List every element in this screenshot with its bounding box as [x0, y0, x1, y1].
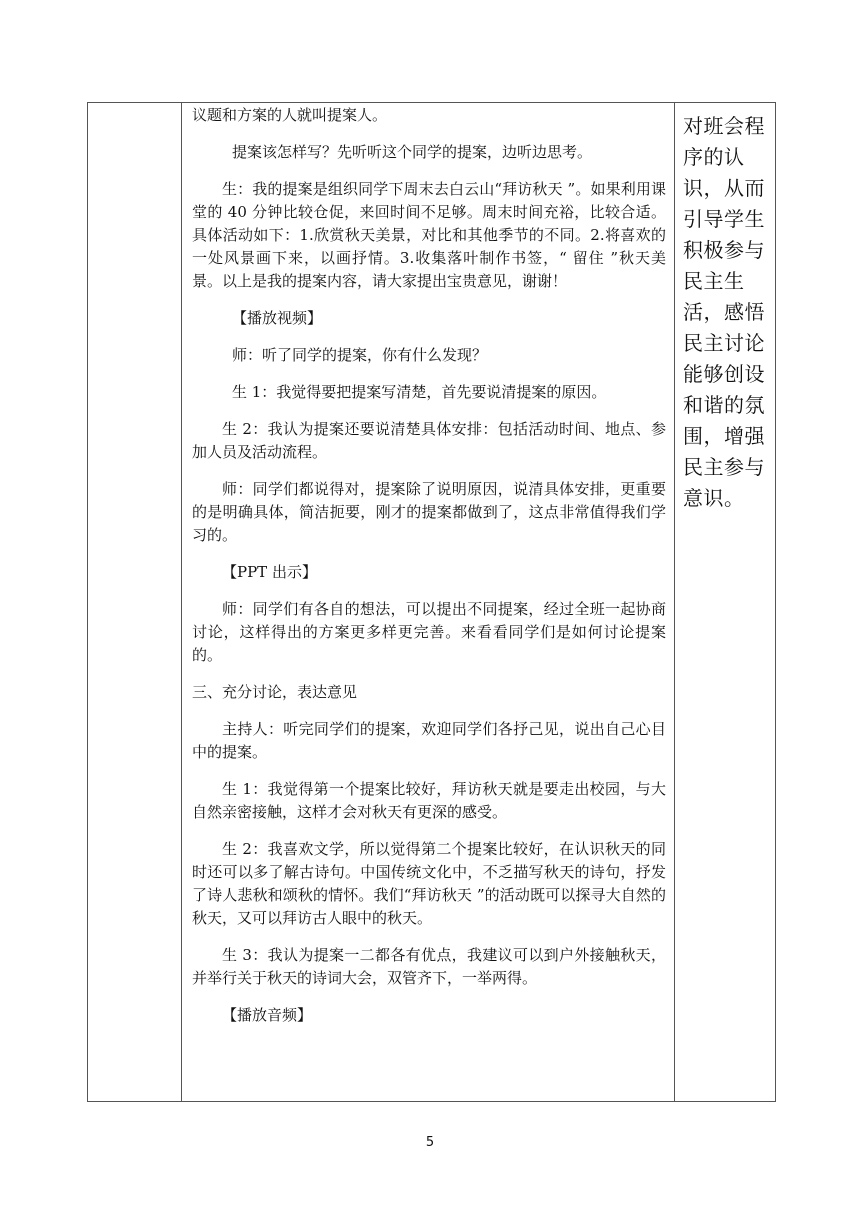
student-line: 生 2：我认为提案还要说清楚具体安排：包括活动时间、地点、参加人员及活动流程。	[192, 420, 666, 461]
stage-direction: 【播放视频】	[232, 309, 323, 327]
design-intent-text: 对班会程序的认识，从而引导学生积极参与民主生活，感悟民主讨论能够创设和谐的氛围，增强民主参与意识。	[683, 114, 765, 510]
teacher-line: 师：同学们都说得对，提案除了说明原因，说清具体安排，更重要的是明确具体，简洁扼要，刚才的提案都做到了，这点非常值得我们学习的。	[192, 480, 666, 544]
paragraph: 议题和方案的人就叫提案人。	[192, 106, 388, 124]
host-line: 主持人：听完同学们的提案，欢迎同学们各抒己见，说出自己心目中的提案。	[192, 720, 666, 761]
paragraph: 提案该怎样写？先听听这个同学的提案，边听边思考。	[232, 143, 593, 161]
design-intent-cell	[675, 103, 776, 1102]
activity-content-cell	[182, 103, 675, 1102]
student-proposal: 生：我的提案是组织同学下周末去白云山“拜访秋天 ”。如果利用课堂的 40 分钟比较仓促，来回时间不足够。周末时间充裕，比较合适。具体活动如下：1.欣赏秋天美景，对比和其他季节的不同。2.将喜欢的一处风景画下来，以画抒情。3.收集落叶制作书签，“ 留住 ”秋天美景。以上是我的提案内容，请大家提出宝贵意见，谢谢！	[192, 180, 666, 290]
table-row	[88, 103, 776, 1102]
left-empty-cell	[88, 103, 182, 1102]
teacher-line: 师：同学们有各自的想法，可以提出不同提案，经过全班一起协商讨论，这样得出的方案更多样更完善。来看看同学们是如何讨论提案的。	[192, 600, 666, 664]
teacher-line: 师：听了同学的提案，你有什么发现？	[232, 346, 488, 364]
page-number: 5	[425, 1135, 435, 1150]
lesson-plan-table	[87, 102, 776, 1102]
student-line: 生 2：我喜欢文学，所以觉得第二个提案比较好，在认识秋天的同时还可以多了解古诗句。中国传统文化中，不乏描写秋天的诗句，抒发了诗人悲秋和颂秋的情怀。我们“拜访秋天 ”的活动既可以探寻大自然的秋天，又可以拜访古人眼中的秋天。	[192, 840, 666, 927]
student-line: 生 3：我认为提案一二都各有优点，我建议可以到户外接触秋天，并举行关于秋天的诗词大会，双管齐下，一举两得。	[192, 946, 666, 987]
section-heading: 三、充分讨论，表达意见	[192, 683, 358, 701]
student-line: 生 1：我觉得第一个提案比较好，拜访秋天就是要走出校园，与大自然亲密接触，这样才会对秋天有更深的感受。	[192, 780, 666, 821]
student-line: 生 1：我觉得要把提案写清楚，首先要说清提案的原因。	[232, 383, 607, 401]
stage-direction: 【PPT 出示】	[222, 563, 317, 581]
stage-direction: 【播放音频】	[222, 1006, 313, 1024]
